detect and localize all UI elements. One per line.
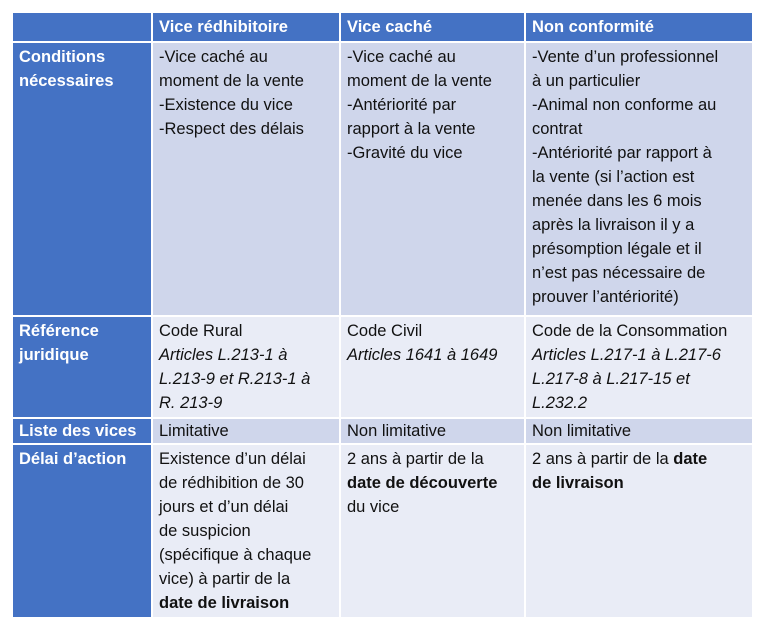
rowhead-reference xyxy=(12,316,152,418)
row-liste xyxy=(12,418,753,444)
rowhead-delai: Délai d’action xyxy=(12,444,152,618)
cell-line: du vice xyxy=(347,498,400,516)
cell-line: de rédhibition de 30 xyxy=(159,474,304,492)
code-name: Code de la Consommation xyxy=(532,322,728,340)
cell-line: rapport à la vente xyxy=(347,120,476,138)
code-name: Code Rural xyxy=(159,322,243,340)
cell-line-bold xyxy=(159,591,333,615)
cell-conditions-cache xyxy=(340,42,525,316)
articles-line: Articles L.213-1 à xyxy=(159,346,288,364)
cell-line: 2 ans à partir de la xyxy=(347,450,484,468)
cell-reference-cache xyxy=(340,316,525,418)
articles-line: L.217-8 à L.217-15 et xyxy=(532,370,690,388)
bold-text: de livraison xyxy=(532,474,624,492)
bold-text: date de découverte xyxy=(347,474,498,492)
cell-line: -Respect des délais xyxy=(159,120,304,138)
cell-line: contrat xyxy=(532,120,583,138)
cell-line-bold xyxy=(532,471,746,495)
articles-line: Articles L.217-1 à L.217-6 xyxy=(532,346,721,364)
comparison-table xyxy=(11,11,754,619)
cell-line: présomption légale et il xyxy=(532,240,702,258)
cell-line: -Animal non conforme au xyxy=(532,96,717,114)
row-reference xyxy=(12,316,753,418)
articles-line: L.213-9 et R.213-1 à xyxy=(159,370,311,388)
cell-line: jours et d’un délai xyxy=(159,498,289,516)
rowhead-line: nécessaires xyxy=(19,72,114,90)
cell-line: -Vice caché au xyxy=(159,48,268,66)
text-prefix: 2 ans à partir de la xyxy=(532,450,674,468)
header-row xyxy=(12,12,753,42)
cell-line: prouver l’antériorité) xyxy=(532,288,679,306)
cell-line: (spécifique à chaque xyxy=(159,546,312,564)
articles-line: L.232.2 xyxy=(532,394,588,412)
cell-delai-cache xyxy=(340,444,525,618)
cell-line: vice) à partir de la xyxy=(159,570,291,588)
cell-line: moment de la vente xyxy=(159,72,304,90)
cell-line: Existence d’un délai xyxy=(159,450,306,468)
cell-line: à un particulier xyxy=(532,72,641,90)
cell-line: -Gravité du vice xyxy=(347,144,463,162)
cell-line: -Vice caché au xyxy=(347,48,456,66)
row-conditions xyxy=(12,42,753,316)
cell-line-bold xyxy=(347,471,518,495)
code-name: Code Civil xyxy=(347,322,423,340)
bold-text: date de livraison xyxy=(159,594,290,612)
cell-line xyxy=(532,447,746,471)
cell-line: la vente (si l’action est xyxy=(532,168,695,186)
cell-conditions-conformite xyxy=(525,42,753,316)
header-vice-redhibitoire: Vice rédhibitoire xyxy=(152,12,340,42)
cell-line: de suspicion xyxy=(159,522,251,540)
cell-line: -Vente d’un professionnel xyxy=(532,48,719,66)
row-delai xyxy=(12,444,753,618)
cell-delai-conformite xyxy=(525,444,753,618)
bold-text: date xyxy=(673,450,708,468)
comparison-table-container xyxy=(11,11,752,619)
header-vice-cache: Vice caché xyxy=(340,12,525,42)
cell-conditions-redhibitoire xyxy=(152,42,340,316)
cell-delai-redhibitoire xyxy=(152,444,340,618)
cell-reference-conformite xyxy=(525,316,753,418)
cell-reference-redhibitoire xyxy=(152,316,340,418)
cell-line: -Antériorité par rapport à xyxy=(532,144,712,162)
rowhead-conditions xyxy=(12,42,152,316)
cell-liste-conformite: Non limitative xyxy=(525,418,753,444)
rowhead-line: juridique xyxy=(19,346,89,364)
rowhead-liste: Liste des vices xyxy=(12,418,152,444)
articles-line: Articles 1641 à 1649 xyxy=(347,346,498,364)
cell-line: moment de la vente xyxy=(347,72,492,90)
rowhead-line: Conditions xyxy=(19,48,106,66)
articles-line: R. 213-9 xyxy=(159,394,223,412)
cell-line: après la livraison il y a xyxy=(532,216,695,234)
header-non-conformite: Non conformité xyxy=(525,12,753,42)
cell-liste-redhibitoire: Limitative xyxy=(152,418,340,444)
cell-line: menée dans les 6 mois xyxy=(532,192,702,210)
cell-liste-cache: Non limitative xyxy=(340,418,525,444)
cell-line: -Antériorité par xyxy=(347,96,457,114)
cell-line: n’est pas nécessaire de xyxy=(532,264,706,282)
cell-line: -Existence du vice xyxy=(159,96,293,114)
rowhead-line: Référence xyxy=(19,322,99,340)
header-corner xyxy=(12,12,152,42)
